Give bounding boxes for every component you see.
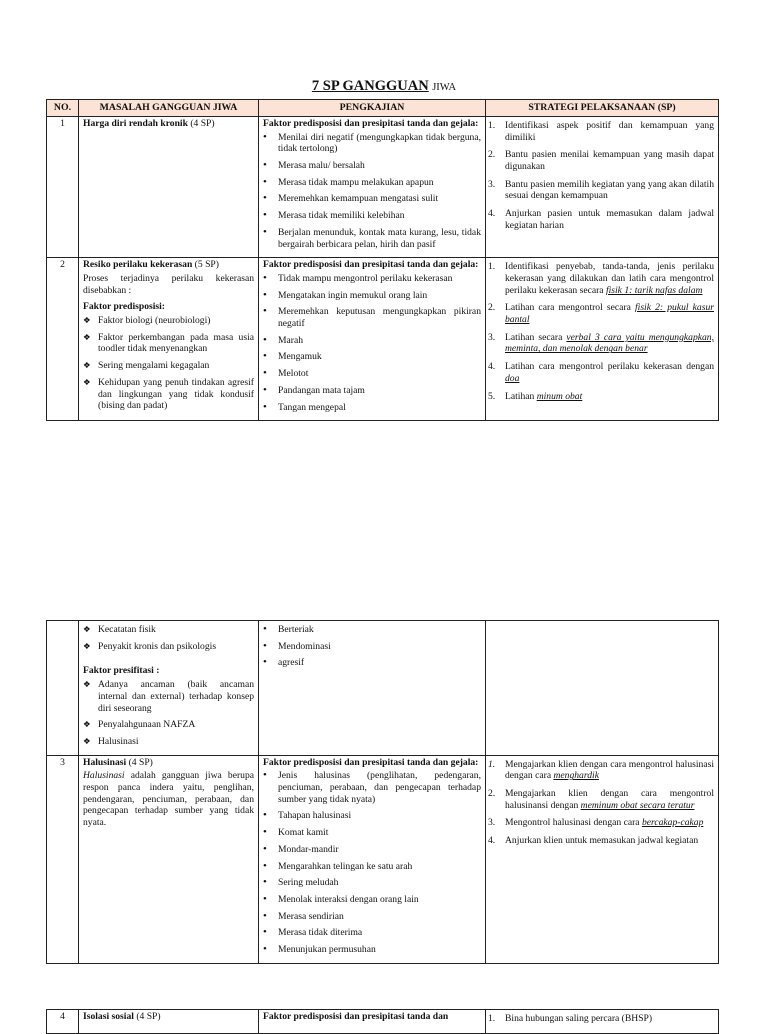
list-item: • Menolak interaksi dengan orang lain	[263, 894, 481, 906]
strategy-cell	[486, 258, 719, 421]
problem-sp-count: (4 SP)	[187, 117, 215, 129]
list-item: 2. Mengajarkan klien dengan cara mengontrol halusinansi dengan meminum obat secara teratur	[488, 788, 714, 811]
list-item: • Menunjukan permusuhan	[263, 944, 481, 956]
list-item: 2. Bantu pasien menilai kemampuan yang masih dapat digunakan	[488, 149, 714, 173]
strategy-list	[490, 120, 714, 232]
list-item: • Tidak mampu mengontrol perilaku kekerasan	[263, 273, 481, 285]
strategy-cell	[486, 755, 719, 963]
sp-table-page-2	[46, 620, 719, 964]
list-item: • Mengatakan ingin memukul orang lain	[263, 290, 481, 302]
list-item: • agresif	[263, 657, 481, 669]
list-item: • Meremehkan keputusan mengungkapkan pikiran negatif	[263, 306, 481, 329]
problem-cell	[79, 258, 259, 421]
predisposition-list	[83, 315, 254, 412]
problem-sp-count: (5 SP)	[192, 259, 219, 271]
list-item: 4. Anjurkan pasien untuk memasukan dalam jadwal kegiatan harian	[488, 208, 714, 231]
list-item: • Marah	[263, 335, 481, 347]
problem-name: Harga diri rendah kronik	[83, 117, 188, 129]
assessment-list	[263, 624, 481, 669]
list-item: • Merasa tidak memiliki kelebihan	[263, 210, 481, 222]
list-item: • Sering meludah	[263, 877, 481, 889]
problem-name: Resiko perilaku kekerasan	[83, 259, 193, 271]
problem-cell	[79, 116, 259, 257]
problem-definition: Halusinasi adalah gangguan jiwa berupa respon panca indera yaitu, penglihan, pendengaran, penciuman, perabaan, dan pengecapan terhadap sumber yang tidak nyata.	[83, 770, 254, 829]
list-item: 4. Latihan cara mengontrol perilaku kekerasan dengan doa	[488, 361, 714, 384]
precipitation-title: Faktor presifitasi :	[83, 665, 160, 677]
strategy-list	[490, 1013, 714, 1025]
list-item: ❖ Penyalahgunaan NAFZA	[83, 719, 254, 731]
list-item: • Merasa tidak diterima	[263, 927, 481, 939]
assessment-cell	[259, 1010, 486, 1034]
list-item: • Tangan mengepal	[263, 402, 481, 414]
problem-sp-count: (4 SP)	[126, 756, 153, 768]
precipitation-list	[83, 679, 254, 748]
sp-table-row-4	[46, 1009, 719, 1034]
list-item: • Merasa sendirian	[263, 911, 481, 923]
header-strategy: STRATEGI PELAKSANAAN (SP)	[486, 100, 719, 117]
predisposition-title: Faktor predisposisi:	[83, 301, 166, 313]
list-item: 1. Identifikasi penyebab, tanda-tanda, jenis perilaku kekerasan yang dilakukan dan latih cara mengontrol perilaku kekerasan secara fisik 1: tarik nafas dalam	[488, 261, 714, 296]
document-title	[0, 78, 768, 95]
header-problem: MASALAH GANGGUAN JIWA	[79, 100, 259, 117]
strategy-cell	[486, 1010, 719, 1034]
sp-table-page-1	[46, 99, 719, 421]
problem-sp-count: (4 SP)	[133, 1011, 161, 1022]
list-item: ❖ Faktor perkembangan pada masa usia toodler tidak menyenangkan	[83, 332, 254, 355]
assessment-list	[263, 132, 481, 251]
list-item: • Mengarahkan telingan ke satu arah	[263, 861, 481, 873]
table-row	[47, 621, 719, 756]
list-item: ❖ Penyakit kronis dan psikologis	[83, 641, 254, 653]
problem-cell	[79, 621, 259, 756]
list-item: • Merasa malu/ bersalah	[263, 160, 481, 172]
assessment-title: Faktor predisposisi dan presipitasi tanda dan gejala:	[263, 259, 479, 271]
title-suffix: JIWA	[432, 82, 457, 93]
list-item: ❖ Kecatatan fisik	[83, 624, 254, 636]
list-item: • Melotot	[263, 368, 481, 380]
list-item: 2. Latihan cara mengontrol secara fisik 2: pukul kasur bantal	[488, 302, 714, 326]
strategy-list	[490, 261, 714, 402]
list-item: 1. Identifikasi aspek positif dan kemampuan yang dimiliki	[488, 119, 714, 143]
list-item: • Meremehkan kemampuan mengatasi sulit	[263, 193, 481, 205]
assessment-cell	[259, 755, 486, 963]
list-item: • Menilai diri negatif (mengungkapkan tidak berguna, tidak tertolong)	[263, 132, 481, 155]
assessment-title: Faktor predisposisi dan presipitasi tanda dan gejala:	[263, 756, 479, 768]
assessment-cell	[259, 621, 486, 756]
problem-name: Halusinasi	[83, 756, 127, 768]
assessment-cell	[259, 258, 486, 421]
list-item: ❖ Faktor biologi (neurobiologi)	[83, 315, 254, 327]
list-item: • Mengamuk	[263, 351, 481, 363]
list-item: ❖ Halusinasi	[83, 736, 254, 748]
list-item: • Mondar-mandir	[263, 844, 481, 856]
problem-intro: Proses terjadinya perilaku kekerasan disebabkan :	[83, 272, 254, 296]
assessment-cell	[259, 116, 486, 257]
list-item: 1. Mengajarkan klien dengan cara mengontrol halusinasi dengan cara menghardik	[488, 758, 714, 782]
assessment-list	[263, 770, 481, 955]
table-row	[47, 116, 719, 257]
list-item: 3. Bantu pasien memilih kegiatan yang yang akan dilatih sesuai dengan kemampuan	[488, 178, 714, 202]
list-item: • Tahapan halusinasi	[263, 810, 481, 822]
header-no: NO.	[47, 100, 79, 117]
list-item: ❖ Adanya ancaman (baik ancaman internal dan external) terhadap konsep diri seseorang	[83, 679, 254, 714]
list-item: 3. Latihan secara verbal 3 cara yaitu mengungkapkan, meminta, dan menolak dengan benar	[488, 331, 714, 355]
table-row	[47, 258, 719, 421]
list-item: 5. Latihan minum obat	[488, 390, 583, 402]
table-row	[47, 1010, 719, 1034]
assessment-list	[263, 273, 481, 413]
list-item: 3. Mengontrol halusinasi dengan cara bercakap-cakap	[488, 817, 704, 829]
header-assessment: PENGKAJIAN	[259, 100, 486, 117]
strategy-list	[490, 759, 714, 847]
header-row	[47, 100, 719, 117]
table-row	[47, 755, 719, 963]
list-item: • Berteriak	[263, 624, 481, 636]
list-item: ❖ Kehidupan yang penuh tindakan agresif dan lingkungan yang tidak kondusif (bising dan padat)	[83, 377, 254, 412]
problem-name: Isolasi sosial	[83, 1011, 134, 1022]
list-item: 4. Anjurkan klien untuk memasukan jadwal kegiatan	[488, 835, 699, 847]
strategy-cell-empty	[486, 621, 719, 756]
list-item: • Komat kamit	[263, 827, 481, 839]
assessment-title: Faktor predisposisi dan presipitasi tanda dan	[263, 1011, 449, 1022]
list-item: • Pandangan mata tajam	[263, 385, 481, 397]
title-main: 7 SP GANGGUAN	[311, 78, 429, 94]
list-item: ❖ Sering mengalami kegagalan	[83, 360, 254, 372]
row-number: 4	[47, 1010, 79, 1034]
list-item: • Berjalan menunduk, kontak mata kurang, lesu, tidak bergairah berbicara pelan, hirih dan pasif	[263, 227, 481, 250]
problem-cell	[79, 755, 259, 963]
predisposition-list	[83, 624, 254, 652]
problem-cell	[79, 1010, 259, 1034]
list-item: • Mendominasi	[263, 641, 481, 653]
assessment-title: Faktor predisposisi dan presipitasi tanda dan gejala:	[263, 117, 479, 129]
row-number: 3	[47, 755, 79, 963]
list-item: 1. Bina hubungan saling percara (BHSP)	[488, 1013, 653, 1024]
strategy-cell	[486, 116, 719, 257]
row-number: 2	[47, 258, 79, 421]
row-number: 1	[47, 116, 79, 257]
row-number-empty	[47, 621, 79, 756]
list-item: • Jenis halusinas (penglihatan, pedengaran, penciuman, perabaan, dan pengecapan terhadap sumber yang tidak nyata)	[263, 770, 481, 805]
list-item: • Merasa tidak mampu melakukan apapun	[263, 177, 481, 189]
